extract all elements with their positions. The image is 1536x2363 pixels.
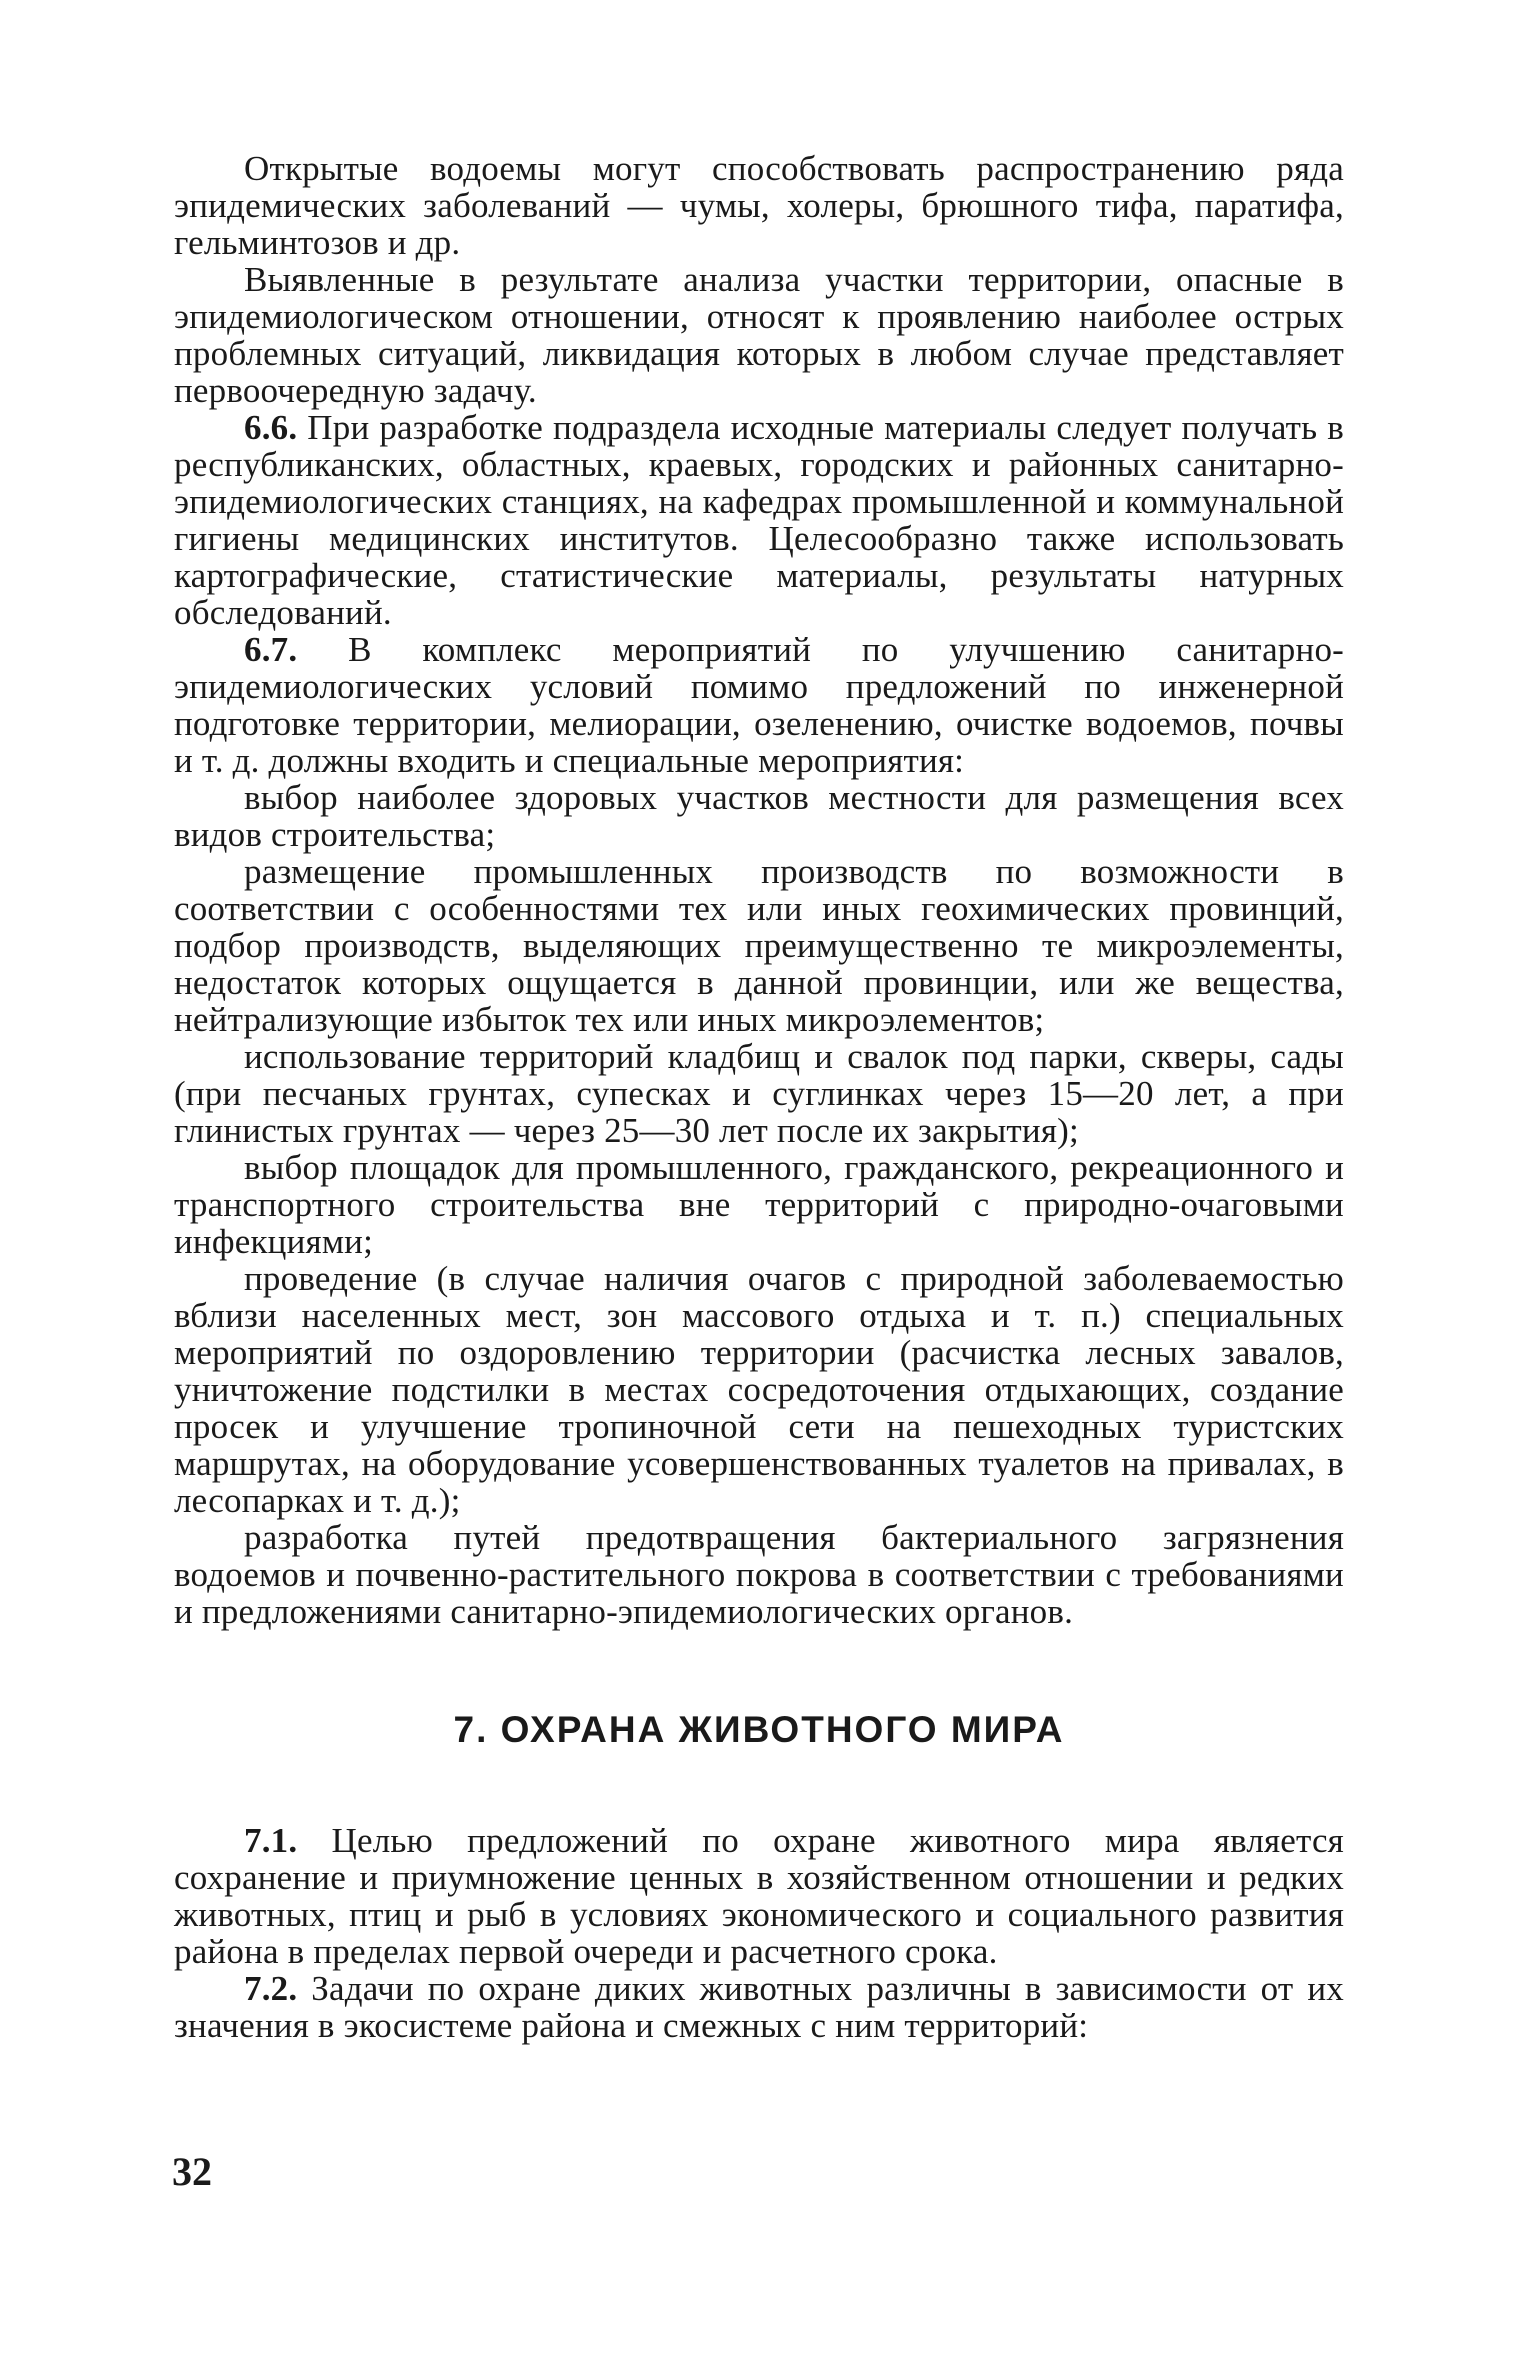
list-item-industry-placement: размещение промышленных производств по возможности в соответствии с особенностями тех или иных геохимических провинций, подбор производств, выделяющих преимущественно те микроэлементы, недостаток которых ощущается в данной провинции, или же вещества, нейтрализующие избыток тех или иных микроэлементов; [174,852,1344,1039]
paragraph-epidemic-waters: Открытые водоемы могут способствовать распространению ряда эпидемических заболеваний — чумы, холеры, брюшного тифа, паратифа, гельминтозов и др. [174,149,1344,262]
list-item-natural-foci-measures: проведение (в случае наличия очагов с природной заболеваемостью вблизи населенных мест, зон массового отдыха и т. п.) специальных мероприятий по оздоровлению территории (расчистка лесных завалов, уничтожение подстилки в местах сосредоточения отдыхающих, создание просек и улучшение тропиночной сети на пешеходных туристских маршрутах, на оборудование усовершенствованных туалетов на привалах, в лесопарках и т. д.); [174,1259,1344,1520]
paragraph-7-2: 7.2. Задачи по охране диких животных различны в зависимости от их значения в экосистеме района и смежных с ним территорий: [174,1969,1344,2045]
paragraph-problem-areas: Выявленные в результате анализа участки территории, опасные в эпидемиологическом отношении, относят к проявлению наиболее острых проблемных ситуаций, ликвидация которых в любом случае представляет первоочередную задачу. [174,260,1344,410]
section-heading: 7. ОХРАНА ЖИВОТНОГО МИРА [453,1709,1065,1750]
clause-number: 6.7. [244,630,298,669]
list-item-contamination-prevention: разработка путей предотвращения бактериального загрязнения водоемов и почвенно-растительного покрова в соответствии с требованиями и предложениями санитарно-эпидемиологических органов. [174,1518,1344,1631]
list-item-site-selection: выбор наиболее здоровых участков местности для размещения всех видов строительства; [174,778,1344,854]
clause-number: 7.1. [244,1821,298,1860]
paragraph-6-6: 6.6. При разработке подраздела исходные материалы следует получать в республиканских, областных, краевых, городских и районных санитарно-эпидемиологических станциях, на кафедрах промышленной и коммунальной гигиены медицинских институтов. Целесообразно также использовать картографические, статистические материалы, результаты натурных обследований. [174,408,1344,632]
paragraph-6-7: 6.7. В комплекс мероприятий по улучшению санитарно-эпидемиологических условий помимо предложений по инженерной подготовке территории, мелиорации, озеленению, очистке водоемов, почвы и т. д. должны входить и специальные мероприятия: [174,630,1344,780]
list-item-cemetery-reuse: использование территорий кладбищ и свалок под парки, скверы, сады (при песчаных грунтах, супесках и суглинках через 15—20 лет, а при глинистых грунтах — через 25—30 лет после их закрытия); [174,1037,1344,1150]
clause-number: 6.6. [244,408,298,447]
list-item-construction-sites: выбор площадок для промышленного, гражданского, рекреационного и транспортного строительства вне территорий с природно-очаговыми инфекциями; [174,1148,1344,1261]
paragraph-7-1: 7.1. Целью предложений по охране животного мира является сохранение и приумножение ценных в хозяйственном отношении и редких животных, птиц и рыб в условиях экономического и социального развития района в пределах первой очереди и расчетного срока. [174,1821,1344,1971]
page-number: 32 [172,2149,212,2194]
clause-number: 7.2. [244,1969,298,2008]
text-column [174,150,1344,2044]
